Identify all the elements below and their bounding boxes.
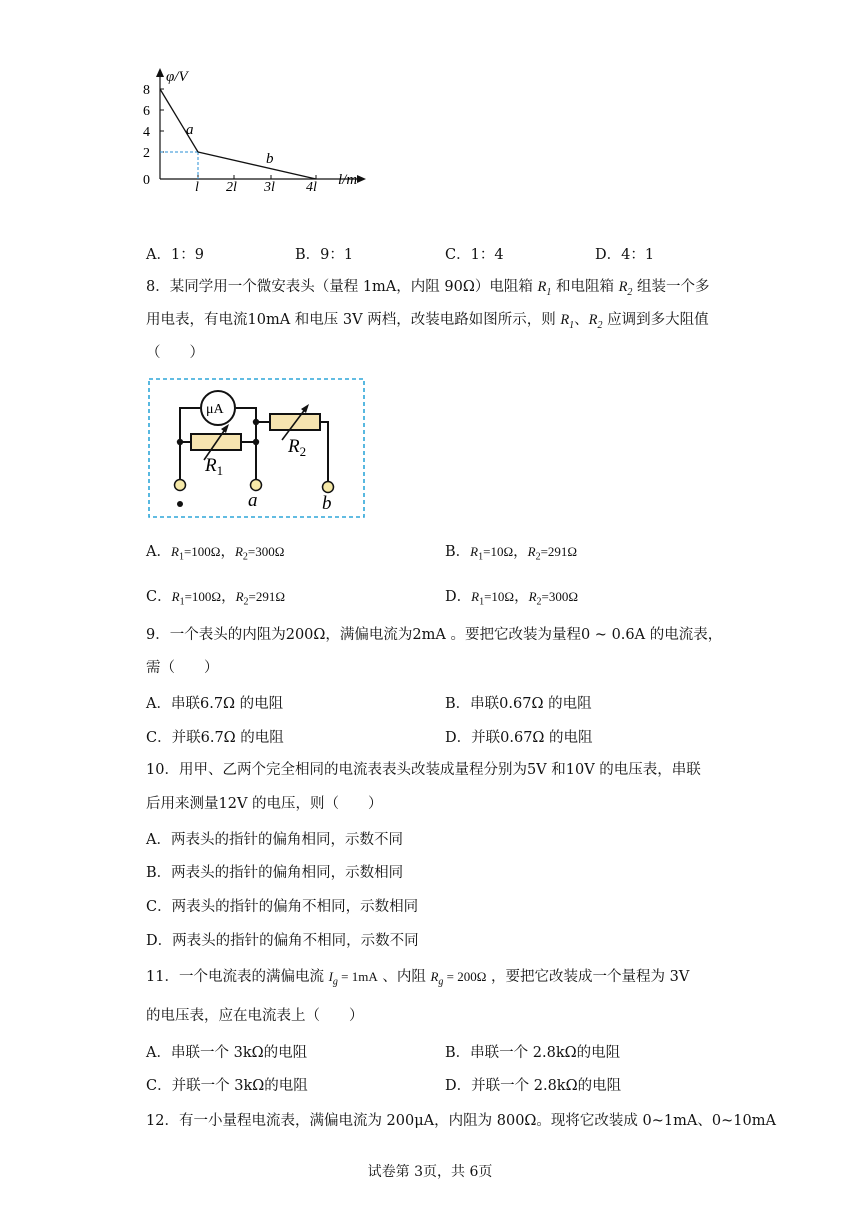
q8-stem-line1: 8．某同学用一个微安表头（量程 1mA，内阻 90Ω）电阻箱 $R_1$ 和电阻箱 $R_2$ 组装一个多: [146, 279, 710, 298]
y-tick-2: 2: [143, 146, 150, 161]
q7-option-d[interactable]: [595, 243, 654, 264]
q9-option-a[interactable]: A．串联6.7Ω 的电阻: [146, 696, 284, 712]
x-tick-3l: 3l: [264, 180, 275, 195]
option-letter: C．: [445, 247, 471, 263]
q11-option-a[interactable]: A．串联一个 3kΩ的电阻: [146, 1045, 308, 1061]
q10-option-d[interactable]: D．两表头的指针的偏角不相同，示数不同: [146, 933, 419, 949]
q11-option-c[interactable]: C．并联一个 3kΩ的电阻: [146, 1078, 308, 1094]
y-tick-8: 8: [143, 83, 150, 98]
q11-option-d[interactable]: D．并联一个 2.8kΩ的电阻: [445, 1078, 622, 1094]
terminal-b: [323, 482, 334, 493]
segment-b-line: [198, 152, 316, 179]
q12-stem-line1: 12．有一小量程电流表，满偏电流为 200μA，内阻为 800Ω。现将它改装成 0~1mA、0~10mA: [146, 1113, 776, 1129]
q11-stem-line1: 11．一个电流表的满偏电流 $I_g = 1mA$ 、内阻 $R_g = 200\Omega$ ，要把它改装成一个量程为 3V: [146, 969, 690, 988]
page-footer: 试卷第 3页，共 6页: [367, 1164, 493, 1180]
q8-option-a[interactable]: A．$R_1=100\Omega$，$R_2=300\Omega$: [146, 544, 285, 563]
option-text: 1：4: [470, 247, 504, 263]
segment-b-label: b: [266, 151, 274, 167]
y-tick-6: 6: [143, 104, 150, 119]
y-tick-4: 4: [143, 125, 150, 140]
q8-circuit-diagram: [148, 378, 366, 520]
segment-a-label: a: [186, 122, 194, 138]
microammeter-label: μA: [206, 402, 224, 417]
q10-option-b[interactable]: B．两表头的指针的偏角相同，示数相同: [146, 865, 404, 881]
x-axis-arrow: [357, 175, 366, 183]
option-text: 1：9: [170, 247, 204, 263]
q8-stem-line2: 用电表，有电流10mA 和电压 3V 两档，改装电路如图所示，则 $R_1$、$R_2$ 应调到多大阻值: [146, 312, 709, 331]
r1-label: $R_1$: [205, 455, 224, 478]
y-axis-arrow: [156, 68, 164, 77]
q10-option-c[interactable]: C．两表头的指针的偏角不相同，示数相同: [146, 899, 419, 915]
q8-option-c[interactable]: C．$R_1=100\Omega$，$R_2=291\Omega$: [146, 589, 286, 608]
q9-option-c[interactable]: C．并联6.7Ω 的电阻: [146, 730, 284, 746]
q7-option-c[interactable]: [445, 243, 504, 264]
q11-option-b[interactable]: B．串联一个 2.8kΩ的电阻: [445, 1045, 621, 1061]
r2-label: $R_2$: [288, 436, 307, 459]
y-tick-0: 0: [143, 173, 150, 188]
option-letter: D．: [595, 247, 622, 263]
terminal-a-label: a: [248, 490, 258, 511]
q11-stem-line2: 的电压表，应在电流表上（ ）: [146, 1008, 364, 1024]
option-letter: A．: [146, 247, 171, 263]
q7-option-a[interactable]: [146, 243, 204, 264]
q9-option-b[interactable]: B．串联0.67Ω 的电阻: [445, 696, 592, 712]
terminal-common: [175, 480, 186, 491]
q9-stem-line1: 9．一个表头的内阻为200Ω，满偏电流为2mA 。要把它改装为量程0 ~ 0.6A 的电流表，: [146, 627, 723, 643]
common-dot: [177, 501, 183, 507]
q7-option-b[interactable]: [295, 243, 353, 264]
terminal-b-label: b: [322, 493, 332, 514]
option-text: 4：1: [621, 247, 655, 263]
x-tick-2l: 2l: [226, 180, 237, 195]
option-letter: B．: [295, 247, 321, 263]
q8-option-b[interactable]: B．$R_1=10\Omega$，$R_2=291\Omega$: [445, 544, 578, 563]
x-tick-l: l: [195, 180, 199, 195]
terminal-a: [251, 480, 262, 491]
x-tick-4l: 4l: [306, 180, 317, 195]
q9-stem-line2: 需（ ）: [146, 660, 219, 676]
segment-a-line: [160, 89, 198, 152]
q10-option-a[interactable]: A．两表头的指针的偏角相同，示数不同: [146, 832, 403, 848]
potential-graph: [138, 62, 378, 202]
q10-stem-line1: 10．用甲、乙两个完全相同的电流表表头改装成量程分别为5V 和10V 的电压表，串联: [146, 762, 701, 778]
q9-option-d[interactable]: D．并联0.67Ω 的电阻: [445, 730, 593, 746]
option-text: 9：1: [320, 247, 354, 263]
q8-answer-blank: （ ）: [146, 345, 204, 361]
y-axis-label: φ/V: [166, 69, 188, 85]
q8-option-d[interactable]: D．$R_1=10\Omega$，$R_2=300\Omega$: [445, 589, 579, 608]
x-axis-label: l/m: [338, 172, 358, 188]
q10-stem-line2: 后用来测量12V 的电压，则（ ）: [146, 796, 383, 812]
